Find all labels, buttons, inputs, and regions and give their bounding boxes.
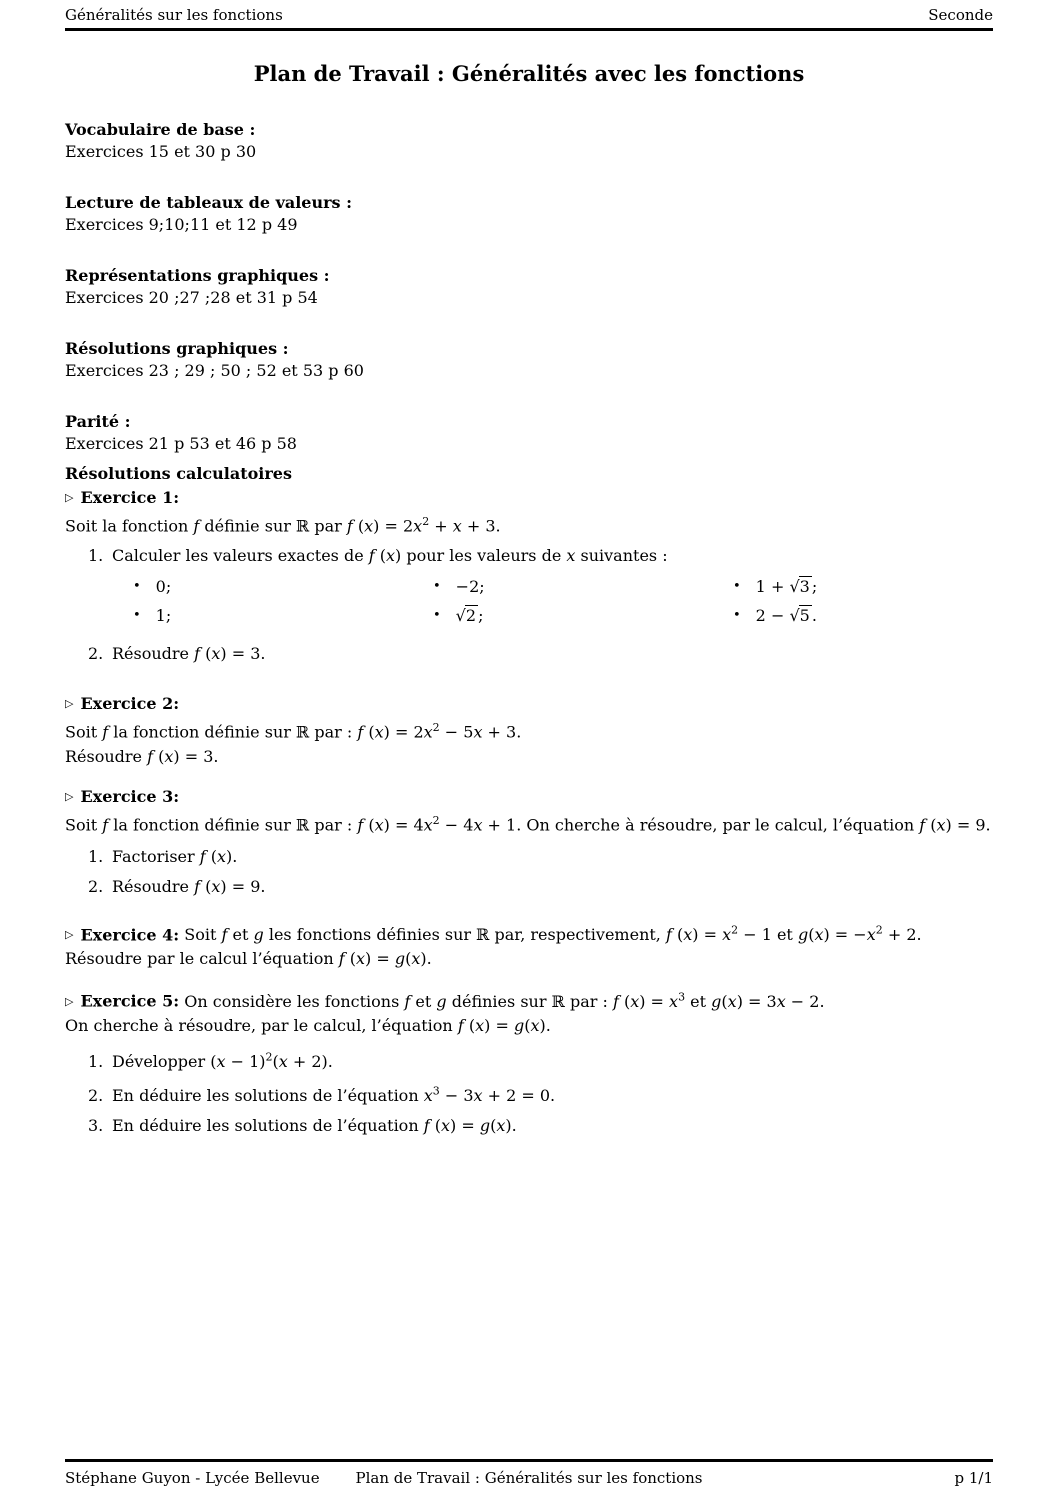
exercise-3-question-1 xyxy=(88,845,993,869)
plan-section-exercises: Exercices 23 ; 29 ; 50 ; 52 et 53 p 60 xyxy=(65,361,364,380)
item-number: 3. xyxy=(88,1116,104,1136)
bullet-icon: • xyxy=(733,608,741,624)
item-number: 2. xyxy=(88,1086,104,1106)
bullet-icon: • xyxy=(133,579,141,595)
exercise-5-question-1 xyxy=(88,1046,993,1074)
exercise-1-question-1 xyxy=(88,544,993,568)
exercise-4-line-2: Résoudre par le calcul l’équation f (x) = g(x). xyxy=(65,949,432,969)
value-text: 0; xyxy=(155,577,172,597)
value-text: −2; xyxy=(455,577,485,597)
exercise-label: Exercice 4: xyxy=(80,925,180,945)
plan-section-lecture-tableaux xyxy=(65,192,993,236)
section-heading-resolutions-calculatoires: Résolutions calculatoires xyxy=(65,464,292,483)
values-column-3 xyxy=(733,572,993,630)
item-number: 1. xyxy=(88,846,104,866)
item-number: 1. xyxy=(88,1051,104,1071)
plan-section-parite xyxy=(65,411,993,455)
header-right-level: Seconde xyxy=(928,6,993,24)
plan-section-representations xyxy=(65,265,993,309)
plan-section-heading: Parité : xyxy=(65,412,131,431)
exercise-3-header xyxy=(65,785,993,809)
item-number: 1. xyxy=(88,546,104,566)
plan-section-exercises: Exercices 15 et 30 p 30 xyxy=(65,142,257,161)
bullet-icon: • xyxy=(433,579,441,595)
footer-document-title: Plan de Travail : Généralités sur les fonctions xyxy=(355,1469,703,1487)
plan-section-heading: Résolutions graphiques : xyxy=(65,339,289,358)
plan-section-vocabulaire xyxy=(65,119,993,163)
value-item xyxy=(733,572,993,601)
exercise-3-question-2 xyxy=(88,875,993,899)
bullet-icon: • xyxy=(133,608,141,624)
header-left-title: Généralités sur les fonctions xyxy=(65,6,283,24)
exercise-1-question-2 xyxy=(88,642,993,666)
item-text: En déduire les solutions de l’équation f (x) = g(x). xyxy=(112,1116,517,1136)
value-text: 2 − √5 . xyxy=(755,606,817,626)
exercise-5-question-2 xyxy=(88,1080,993,1108)
item-text: Résoudre f (x) = 3. xyxy=(112,644,266,664)
work-plan-list xyxy=(65,119,993,455)
value-text: 1; xyxy=(155,606,172,626)
value-item xyxy=(133,572,433,601)
value-text: √2 ; xyxy=(455,606,484,626)
triangle-bullet-icon: ▷ xyxy=(65,994,74,1008)
exercise-4-header-line xyxy=(65,919,993,947)
exercise-label: Exercice 1: xyxy=(80,488,180,507)
exercise-1-values-grid xyxy=(133,572,993,630)
exercise-1-header xyxy=(65,486,993,510)
exercise-5 xyxy=(65,985,993,1138)
plan-section-resolutions-graphiques xyxy=(65,338,993,382)
exercise-2-line-1: Soit f la fonction définie sur ℝ par : f $(x) = 2x^2 - 5x + 3$. xyxy=(65,721,522,742)
exercise-5-line-2: On cherche à résoudre, par le calcul, l’équation f (x) = g(x). xyxy=(65,1015,551,1035)
value-item xyxy=(433,601,733,630)
item-text: Factoriser f (x). xyxy=(112,846,238,866)
item-text: Calculer les valeurs exactes de f (x) pour les valeurs de x suivantes : xyxy=(112,546,668,566)
item-number: 2. xyxy=(88,644,104,664)
exercise-2 xyxy=(65,692,993,768)
triangle-bullet-icon: ▷ xyxy=(65,697,74,711)
exercise-3-intro: Soit f la fonction définie sur ℝ par : f $(x) = 4x^2 - 4x + 1$. On cherche à résoudre, par le calcul, l’équation f (x) = 9. xyxy=(65,813,991,834)
exercise-2-line-2: Résoudre f (x) = 3. xyxy=(65,746,219,766)
exercise-label: Exercice 3: xyxy=(80,786,180,806)
triangle-bullet-icon: ▷ xyxy=(65,928,74,942)
footer-author: Stéphane Guyon - Lycée Bellevue xyxy=(65,1469,320,1487)
item-text: Développer $(x - 1)^2(x + 2)$. xyxy=(112,1050,333,1071)
plan-section-exercises: Exercices 9;10;11 et 12 p 49 xyxy=(65,215,298,234)
plan-section-heading: Représentations graphiques : xyxy=(65,266,330,285)
exercise-1 xyxy=(65,486,993,666)
page-header xyxy=(65,0,993,31)
exercise-5-question-3 xyxy=(88,1114,993,1138)
exercise-label: Exercice 5: xyxy=(80,991,180,1011)
bullet-icon: • xyxy=(433,608,441,624)
plan-section-heading: Lecture de tableaux de valeurs : xyxy=(65,193,353,212)
item-number: 2. xyxy=(88,876,104,896)
exercise-label: Exercice 2: xyxy=(80,694,180,714)
triangle-bullet-icon: ▷ xyxy=(65,789,74,803)
exercise-1-intro: Soit la fonction f définie sur ℝ par f $(x) = 2x^2 + x + 3$. xyxy=(65,515,501,536)
values-column-2 xyxy=(433,572,733,630)
plan-section-exercises: Exercices 20 ;27 ;28 et 31 p 54 xyxy=(65,288,318,307)
page-footer xyxy=(65,1459,993,1487)
value-text: 1 + √3 ; xyxy=(755,577,818,597)
bullet-icon: • xyxy=(733,579,741,595)
values-column-1 xyxy=(133,572,433,630)
triangle-bullet-icon: ▷ xyxy=(65,491,74,504)
footer-page-number: p 1/1 xyxy=(954,1469,993,1487)
exercise-4-intro: Soit f et g les fonctions définies sur ℝ par, respectivement, f $(x) = x^2 - 1$ et $g(x) = -x^2 + 2$. xyxy=(184,923,922,945)
exercise-2-header xyxy=(65,692,993,716)
item-text: Résoudre f (x) = 9. xyxy=(112,876,266,896)
exercise-5-header-line xyxy=(65,985,993,1013)
item-text: En déduire les solutions de l’équation $x^3 - 3x + 2 = 0$. xyxy=(112,1084,556,1106)
value-item xyxy=(433,572,733,601)
value-item xyxy=(733,601,993,630)
exercise-5-intro: On considère les fonctions f et g définies sur ℝ par : f $(x) = x^3$ et g(x) = 3x − 2. xyxy=(184,990,825,1011)
plan-section-exercises: Exercices 21 p 53 et 46 p 58 xyxy=(65,434,297,453)
exercise-4 xyxy=(65,919,993,971)
page-title: Plan de Travail : Généralités avec les fonctions xyxy=(253,61,805,86)
value-item xyxy=(133,601,433,630)
plan-section-heading: Vocabulaire de base : xyxy=(65,120,256,139)
exercise-3 xyxy=(65,785,993,899)
